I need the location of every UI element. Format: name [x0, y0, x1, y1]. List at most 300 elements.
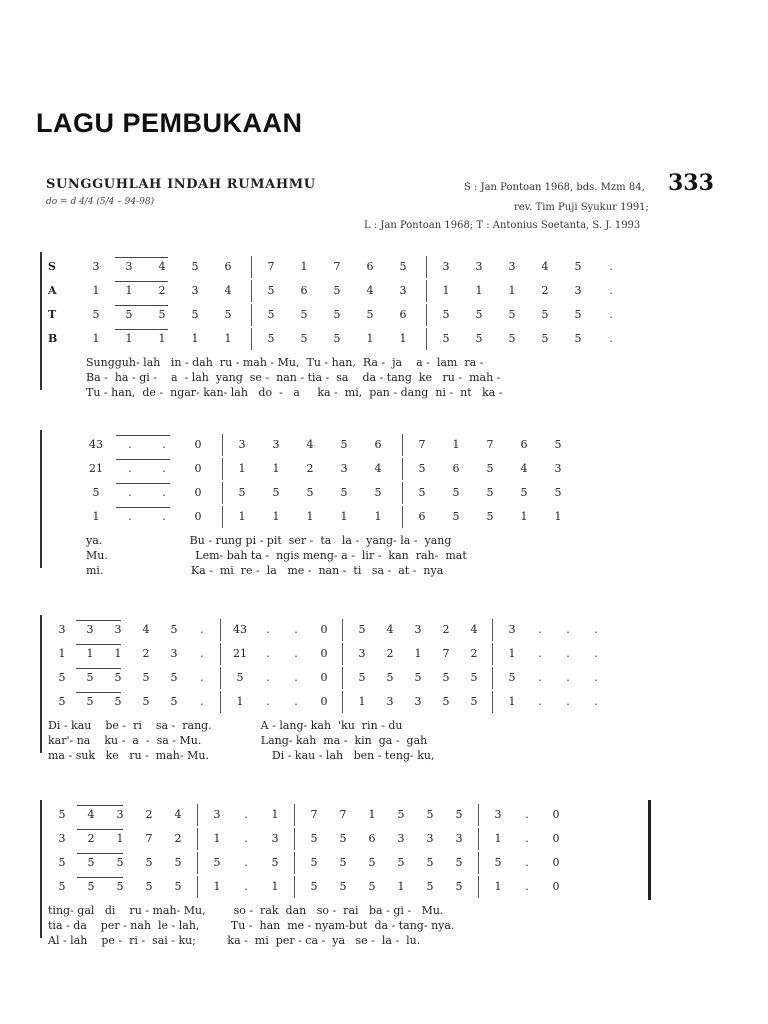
page-heading: LAGU PEMBUKAAN — [36, 108, 303, 138]
note: 1 — [306, 510, 314, 523]
note: 5 — [366, 308, 374, 321]
note: 5 — [92, 308, 100, 321]
note: 2 — [142, 647, 150, 660]
note: 21 — [233, 647, 247, 660]
note: 1 — [92, 284, 100, 297]
note: 5 — [574, 260, 582, 273]
note: 43 — [233, 623, 247, 636]
bar-line — [222, 506, 223, 528]
note: 6 — [374, 438, 382, 451]
note: 5 — [541, 332, 549, 345]
note: 2 — [541, 284, 549, 297]
note: 5 — [58, 808, 66, 821]
note: 5 — [267, 332, 275, 345]
note: 1 — [475, 284, 483, 297]
note: 5 — [494, 856, 502, 869]
note: . — [244, 880, 248, 893]
note: 1 — [366, 332, 374, 345]
note: . — [294, 647, 298, 660]
note: 3 — [116, 808, 124, 821]
note: 5 — [125, 308, 133, 321]
note: 5 — [541, 308, 549, 321]
lyric-line: ting- gal di ru - mah- Mu, so - rak dan so - rai ba - gi - Mu. — [48, 904, 444, 917]
note: . — [538, 623, 542, 636]
note: 5 — [418, 462, 426, 475]
lyric-line: mi. Ka - mi re - la me - nan - ti sa - at - nya — [86, 564, 444, 577]
note: . — [594, 623, 598, 636]
note: 5 — [86, 695, 94, 708]
note: . — [609, 284, 613, 297]
note: 5 — [116, 880, 124, 893]
bar-line — [220, 691, 221, 713]
bar-line — [492, 667, 493, 689]
bar-line — [251, 280, 252, 302]
note: 5 — [470, 695, 478, 708]
note: 3 — [399, 284, 407, 297]
note: 2 — [87, 832, 95, 845]
final-bar-line — [648, 800, 651, 900]
note: 1 — [397, 880, 405, 893]
bar-line — [197, 852, 198, 874]
note: 6 — [452, 462, 460, 475]
note: 1 — [114, 647, 122, 660]
note: 3 — [574, 284, 582, 297]
note: 1 — [271, 880, 279, 893]
note: 5 — [520, 486, 528, 499]
note: 1 — [116, 832, 124, 845]
note: . — [162, 438, 166, 451]
note: . — [294, 695, 298, 708]
note: 5 — [142, 695, 150, 708]
note: 5 — [333, 284, 341, 297]
note: 5 — [114, 695, 122, 708]
note: 1 — [494, 832, 502, 845]
note: . — [566, 623, 570, 636]
note: 5 — [191, 260, 199, 273]
note: 0 — [320, 623, 328, 636]
note: 1 — [374, 510, 382, 523]
bar-line — [220, 667, 221, 689]
bar-line — [220, 619, 221, 641]
lyric-line: ma - suk ke ru - mah- Mu. Di - kau - lah ben - teng- ku, — [48, 749, 435, 762]
note: 1 — [494, 880, 502, 893]
beam-line — [116, 483, 170, 484]
note: 5 — [470, 671, 478, 684]
beam-line — [76, 668, 121, 669]
lyric-line: ya. Bu - rung pi - pit ser - ta la - yang- la - yang — [86, 534, 452, 547]
note: 3 — [414, 623, 422, 636]
note: 0 — [194, 438, 202, 451]
note: . — [594, 671, 598, 684]
tempo-marking: do = d 4/4 (5/4 – 94-98) — [46, 197, 155, 207]
note: 1 — [358, 695, 366, 708]
note: 5 — [267, 308, 275, 321]
note: 5 — [368, 856, 376, 869]
song-number: 333 — [668, 170, 714, 196]
note: 7 — [333, 260, 341, 273]
credit-lyrics: L : Jan Pontoan 1968; T : Antonius Soetanta, S. J. 1993 — [364, 220, 641, 231]
note: . — [128, 510, 132, 523]
note: . — [294, 623, 298, 636]
note: . — [200, 647, 204, 660]
bar-line — [342, 691, 343, 713]
voice-label: T — [48, 308, 57, 321]
note: . — [609, 260, 613, 273]
note: . — [266, 695, 270, 708]
note: . — [128, 486, 132, 499]
note: 0 — [320, 647, 328, 660]
note: 5 — [397, 856, 405, 869]
note: 1 — [508, 647, 516, 660]
note: 0 — [320, 695, 328, 708]
note: 4 — [541, 260, 549, 273]
lyric-line: Al - lah pe - ri - sai - ku; ka - mi per - ca - ya se - la - lu. — [48, 934, 421, 947]
bar-line — [492, 619, 493, 641]
note: 3 — [92, 260, 100, 273]
note: 5 — [399, 260, 407, 273]
voice-label: S — [48, 260, 56, 273]
voice-label: B — [48, 332, 58, 345]
note: 3 — [508, 623, 516, 636]
note: 7 — [310, 808, 318, 821]
note: 43 — [89, 438, 103, 451]
note: 5 — [475, 308, 483, 321]
note: 2 — [145, 808, 153, 821]
note: 5 — [213, 856, 221, 869]
note: 6 — [224, 260, 232, 273]
note: 5 — [368, 880, 376, 893]
bar-line — [251, 328, 252, 350]
bar-line — [402, 434, 403, 456]
note: . — [200, 671, 204, 684]
note: 5 — [508, 308, 516, 321]
note: 5 — [87, 856, 95, 869]
note: 5 — [58, 880, 66, 893]
note: 0 — [552, 880, 560, 893]
note: 5 — [442, 308, 450, 321]
note: 3 — [442, 260, 450, 273]
beam-line — [76, 692, 121, 693]
hymn-sheet — [36, 160, 714, 960]
note: 5 — [339, 856, 347, 869]
note: 3 — [58, 623, 66, 636]
system-bracket — [40, 430, 42, 568]
note: 5 — [486, 462, 494, 475]
beam-line — [115, 281, 168, 282]
note: . — [244, 808, 248, 821]
note: 1 — [414, 647, 422, 660]
note: . — [200, 623, 204, 636]
note: 3 — [58, 832, 66, 845]
note: 1 — [399, 332, 407, 345]
beam-line — [76, 620, 121, 621]
note: 3 — [494, 808, 502, 821]
note: 5 — [191, 308, 199, 321]
note: 2 — [442, 623, 450, 636]
bar-line — [492, 643, 493, 665]
note: 1 — [238, 462, 246, 475]
beam-line — [77, 829, 123, 830]
beam-line — [115, 257, 168, 258]
note: 7 — [486, 438, 494, 451]
bar-line — [197, 828, 198, 850]
note: . — [128, 438, 132, 451]
note: 5 — [58, 695, 66, 708]
beam-line — [115, 329, 168, 330]
bar-line — [492, 691, 493, 713]
note: 3 — [191, 284, 199, 297]
note: 1 — [554, 510, 562, 523]
note: 5 — [426, 808, 434, 821]
system-bracket — [40, 615, 42, 753]
note: 7 — [267, 260, 275, 273]
note: 7 — [339, 808, 347, 821]
credit-music: S : Jan Pontoan 1968, bds. Mzm 84, — [464, 182, 645, 193]
note: 7 — [145, 832, 153, 845]
note: 4 — [87, 808, 95, 821]
beam-line — [76, 644, 121, 645]
credit-revision: rev. Tim Puji Syukur 1991; — [514, 202, 649, 213]
note: 3 — [213, 808, 221, 821]
bar-line — [478, 828, 479, 850]
bar-line — [426, 256, 427, 278]
note: 5 — [442, 695, 450, 708]
note: 1 — [213, 880, 221, 893]
note: 5 — [486, 486, 494, 499]
bar-line — [251, 304, 252, 326]
note: 5 — [574, 308, 582, 321]
note: 3 — [358, 647, 366, 660]
beam-line — [77, 877, 123, 878]
note: 5 — [452, 486, 460, 499]
note: 5 — [310, 856, 318, 869]
note: 3 — [386, 695, 394, 708]
bar-line — [426, 280, 427, 302]
note: 3 — [455, 832, 463, 845]
bar-line — [342, 619, 343, 641]
note: 4 — [520, 462, 528, 475]
note: 5 — [300, 332, 308, 345]
note: 5 — [455, 808, 463, 821]
note: . — [294, 671, 298, 684]
note: . — [128, 462, 132, 475]
note: 1 — [58, 647, 66, 660]
note: 0 — [194, 462, 202, 475]
note: 5 — [170, 623, 178, 636]
note: 0 — [552, 808, 560, 821]
note: 1 — [452, 438, 460, 451]
note: 4 — [386, 623, 394, 636]
note: 1 — [272, 510, 280, 523]
note: 6 — [399, 308, 407, 321]
note: . — [266, 623, 270, 636]
note: 1 — [125, 284, 133, 297]
note: 5 — [452, 510, 460, 523]
note: 5 — [442, 671, 450, 684]
note: 6 — [368, 832, 376, 845]
note: 3 — [508, 260, 516, 273]
bar-line — [342, 643, 343, 665]
beam-line — [115, 305, 168, 306]
note: 0 — [552, 832, 560, 845]
note: 3 — [426, 832, 434, 845]
note: 2 — [174, 832, 182, 845]
note: 5 — [224, 308, 232, 321]
note: 5 — [300, 308, 308, 321]
note: 3 — [272, 438, 280, 451]
note: 1 — [300, 260, 308, 273]
note: . — [594, 695, 598, 708]
note: 0 — [194, 510, 202, 523]
system-bracket — [40, 800, 42, 938]
note: 5 — [554, 438, 562, 451]
note: . — [162, 462, 166, 475]
note: 4 — [470, 623, 478, 636]
bar-line — [478, 876, 479, 898]
note: 5 — [170, 671, 178, 684]
note: . — [244, 856, 248, 869]
note: 5 — [340, 486, 348, 499]
note: 4 — [224, 284, 232, 297]
beam-line — [77, 853, 123, 854]
note: 5 — [145, 880, 153, 893]
note: 5 — [87, 880, 95, 893]
note: 5 — [339, 880, 347, 893]
note: 3 — [340, 462, 348, 475]
note: 5 — [145, 856, 153, 869]
note: 6 — [300, 284, 308, 297]
note: 4 — [374, 462, 382, 475]
note: 3 — [271, 832, 279, 845]
note: 5 — [114, 671, 122, 684]
note: 1 — [213, 832, 221, 845]
note: 5 — [174, 856, 182, 869]
note: 5 — [386, 671, 394, 684]
note: 1 — [340, 510, 348, 523]
note: 5 — [414, 671, 422, 684]
note: 5 — [306, 486, 314, 499]
note: 1 — [272, 462, 280, 475]
bar-line — [402, 506, 403, 528]
bar-line — [426, 328, 427, 350]
lyric-line: Mu. Lem- bah ta - ngis meng- a - lir - kan rah- mat — [86, 549, 467, 562]
note: 5 — [310, 832, 318, 845]
note: . — [566, 695, 570, 708]
note: . — [525, 808, 529, 821]
note: 5 — [340, 438, 348, 451]
note: 4 — [158, 260, 166, 273]
note: 3 — [114, 623, 122, 636]
bar-line — [222, 482, 223, 504]
note: 5 — [174, 880, 182, 893]
note: 5 — [271, 856, 279, 869]
note: 5 — [58, 671, 66, 684]
beam-line — [77, 805, 123, 806]
bar-line — [426, 304, 427, 326]
note: 5 — [236, 671, 244, 684]
song-title: SUNGGUHLAH INDAH RUMAHMU — [46, 177, 316, 192]
note: . — [266, 647, 270, 660]
note: 5 — [426, 880, 434, 893]
bar-line — [197, 876, 198, 898]
note: . — [244, 832, 248, 845]
note: 1 — [92, 510, 100, 523]
note: . — [566, 671, 570, 684]
note: 5 — [426, 856, 434, 869]
note: . — [594, 647, 598, 660]
note: . — [538, 647, 542, 660]
note: 7 — [442, 647, 450, 660]
note: 5 — [508, 671, 516, 684]
voice-label: A — [48, 284, 57, 297]
note: 5 — [418, 486, 426, 499]
note: 5 — [272, 486, 280, 499]
note: 1 — [508, 284, 516, 297]
note: 5 — [358, 623, 366, 636]
note: 5 — [574, 332, 582, 345]
bar-line — [222, 434, 223, 456]
note: 5 — [455, 856, 463, 869]
bar-line — [402, 482, 403, 504]
note: 7 — [418, 438, 426, 451]
note: 3 — [397, 832, 405, 845]
note: 3 — [475, 260, 483, 273]
beam-line — [116, 435, 170, 436]
lyric-line: Sungguh- lah in - dah ru - mah - Mu, Tu - han, Ra - ja a - lam ra - — [86, 356, 484, 369]
note: 5 — [92, 486, 100, 499]
note: 5 — [475, 332, 483, 345]
bar-line — [220, 643, 221, 665]
note: 5 — [486, 510, 494, 523]
note: 2 — [158, 284, 166, 297]
note: 5 — [310, 880, 318, 893]
note: 5 — [374, 486, 382, 499]
note: . — [538, 695, 542, 708]
note: 21 — [89, 462, 103, 475]
bar-line — [222, 458, 223, 480]
bar-line — [294, 804, 295, 826]
note: 1 — [191, 332, 199, 345]
beam-line — [116, 507, 170, 508]
note: 5 — [267, 284, 275, 297]
bar-line — [294, 828, 295, 850]
note: 5 — [333, 332, 341, 345]
note: 0 — [194, 486, 202, 499]
note: 5 — [339, 832, 347, 845]
note: 1 — [86, 647, 94, 660]
beam-line — [116, 459, 170, 460]
note: 0 — [320, 671, 328, 684]
bar-line — [478, 804, 479, 826]
note: 4 — [366, 284, 374, 297]
note: 3 — [414, 695, 422, 708]
bar-line — [342, 667, 343, 689]
note: 4 — [306, 438, 314, 451]
note: . — [266, 671, 270, 684]
note: . — [525, 832, 529, 845]
note: . — [566, 647, 570, 660]
note: 6 — [418, 510, 426, 523]
note: 1 — [92, 332, 100, 345]
note: 5 — [358, 671, 366, 684]
note: . — [162, 486, 166, 499]
note: 1 — [125, 332, 133, 345]
note: 5 — [554, 486, 562, 499]
note: 5 — [58, 856, 66, 869]
note: 2 — [386, 647, 394, 660]
bar-line — [402, 458, 403, 480]
bar-line — [197, 804, 198, 826]
